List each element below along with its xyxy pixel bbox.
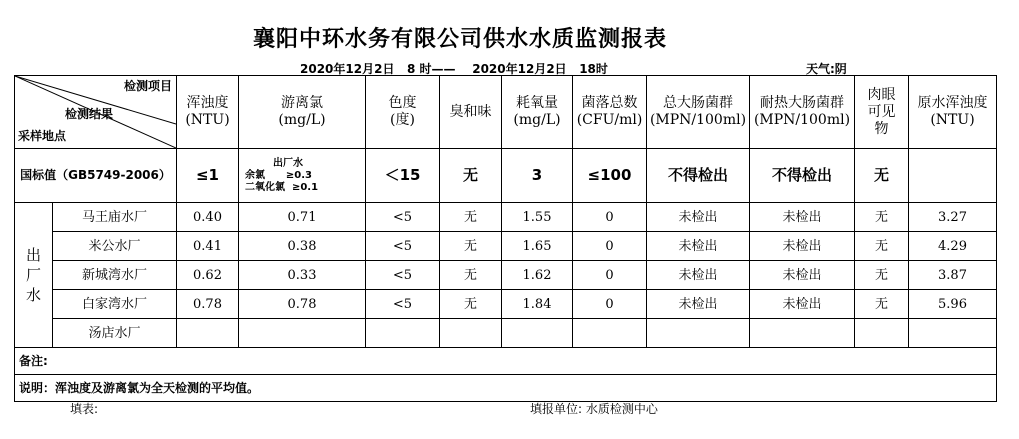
cell-coliform: [647, 319, 750, 348]
cell-oxygen: 1.65: [502, 232, 573, 261]
table-row: [15, 232, 997, 261]
cell-oxygen: 1.62: [502, 261, 573, 290]
remark-label: 备注:: [15, 348, 997, 375]
cell-thermo-coliform: 未检出: [750, 232, 855, 261]
std-raw-turbidity: [909, 149, 997, 203]
standard-row: [15, 149, 997, 203]
table-row: [15, 203, 997, 232]
cell-chlorine: 0.78: [239, 290, 366, 319]
filler-label: 填表:: [70, 402, 99, 416]
table-row: [15, 261, 997, 290]
cell-odor: 无: [440, 232, 502, 261]
std-oxygen: 3: [502, 149, 573, 203]
site-name: 马王庙水厂: [53, 203, 177, 232]
std-turbidity: ≤1: [177, 149, 239, 203]
cell-raw-turbidity: 3.27: [909, 203, 997, 232]
water-quality-table: [14, 75, 997, 402]
standard-label: 国标值（GB5749-2006）: [15, 149, 177, 203]
col-header-coliform: 总大肠菌群 (MPN/100ml): [647, 76, 750, 149]
explanation-row: [15, 375, 997, 402]
std-thermo-coliform: 不得检出: [750, 149, 855, 203]
cell-color: <5: [366, 232, 440, 261]
table-row: [15, 319, 997, 348]
cell-visible: [855, 319, 909, 348]
std-odor: 无: [440, 149, 502, 203]
col-header-raw-turbidity: 原水浑浊度 (NTU): [909, 76, 997, 149]
cell-color: <5: [366, 261, 440, 290]
header-row: [15, 76, 997, 149]
group-label-outlet-water: 出 厂 水: [15, 203, 53, 348]
col-header-turbidity: 浑浊度 (NTU): [177, 76, 239, 149]
corner-header-cell: [15, 76, 177, 149]
cell-coliform: 未检出: [647, 290, 750, 319]
cell-turbidity: 0.78: [177, 290, 239, 319]
cell-thermo-coliform: [750, 319, 855, 348]
report-title: 襄阳中环水务有限公司供水水质监测报表: [252, 27, 667, 52]
cell-color: <5: [366, 203, 440, 232]
cell-visible: 无: [855, 290, 909, 319]
cell-turbidity: 0.62: [177, 261, 239, 290]
table-row: [15, 290, 997, 319]
cell-odor: [440, 319, 502, 348]
corner-result-label: 检测结果: [65, 107, 114, 121]
cell-coliform: 未检出: [647, 203, 750, 232]
cell-raw-turbidity: 5.96: [909, 290, 997, 319]
cell-coliform: 未检出: [647, 261, 750, 290]
cell-chlorine: [239, 319, 366, 348]
cell-chlorine: 0.38: [239, 232, 366, 261]
cell-turbidity: 0.41: [177, 232, 239, 261]
col-header-oxygen: 耗氧量 (mg/L): [502, 76, 573, 149]
cell-raw-turbidity: 3.87: [909, 261, 997, 290]
site-name: 米公水厂: [53, 232, 177, 261]
col-header-odor: 臭和味: [440, 76, 502, 149]
cell-visible: 无: [855, 232, 909, 261]
cell-oxygen: 1.55: [502, 203, 573, 232]
explanation-note: 说明：浑浊度及游离氯为全天检测的平均值。: [15, 375, 997, 402]
corner-item-label: 检测项目: [123, 79, 172, 93]
col-header-color: 色度 (度): [366, 76, 440, 149]
report-date-range: 2020年12月2日 8 时—— 2020年12月2日 18时: [300, 62, 608, 76]
site-name: 新城湾水厂: [53, 261, 177, 290]
col-header-visible: 肉眼 可见 物: [855, 76, 909, 149]
cell-visible: 无: [855, 203, 909, 232]
cell-colony: 0: [573, 203, 647, 232]
reporting-unit-label: 填报单位: 水质检测中心: [530, 402, 658, 416]
cell-color: [366, 319, 440, 348]
cell-thermo-coliform: 未检出: [750, 261, 855, 290]
cell-colony: 0: [573, 290, 647, 319]
site-name: 白家湾水厂: [53, 290, 177, 319]
cell-raw-turbidity: [909, 319, 997, 348]
cell-chlorine: 0.71: [239, 203, 366, 232]
std-coliform: 不得检出: [647, 149, 750, 203]
cell-turbidity: [177, 319, 239, 348]
cell-thermo-coliform: 未检出: [750, 203, 855, 232]
cell-odor: 无: [440, 261, 502, 290]
cell-visible: 无: [855, 261, 909, 290]
site-name: 汤店水厂: [53, 319, 177, 348]
std-colony: ≤100: [573, 149, 647, 203]
std-chlorine: 出厂水 余氯 ≥0.3 二氧化氯 ≥0.1: [239, 149, 366, 203]
cell-turbidity: 0.40: [177, 203, 239, 232]
std-visible: 无: [855, 149, 909, 203]
cell-thermo-coliform: 未检出: [750, 290, 855, 319]
col-header-chlorine: 游离氯 (mg/L): [239, 76, 366, 149]
cell-chlorine: 0.33: [239, 261, 366, 290]
corner-site-label: 采样地点: [18, 129, 67, 143]
col-header-colony: 菌落总数 (CFU/ml): [573, 76, 647, 149]
cell-raw-turbidity: 4.29: [909, 232, 997, 261]
weather-label: 天气:阴: [806, 62, 847, 76]
cell-odor: 无: [440, 203, 502, 232]
cell-color: <5: [366, 290, 440, 319]
cell-coliform: 未检出: [647, 232, 750, 261]
remark-row: [15, 348, 997, 375]
cell-colony: 0: [573, 261, 647, 290]
cell-odor: 无: [440, 290, 502, 319]
cell-oxygen: [502, 319, 573, 348]
col-header-thermo-coliform: 耐热大肠菌群 (MPN/100ml): [750, 76, 855, 149]
std-color: ＜15: [366, 149, 440, 203]
cell-colony: [573, 319, 647, 348]
cell-colony: 0: [573, 232, 647, 261]
cell-oxygen: 1.84: [502, 290, 573, 319]
